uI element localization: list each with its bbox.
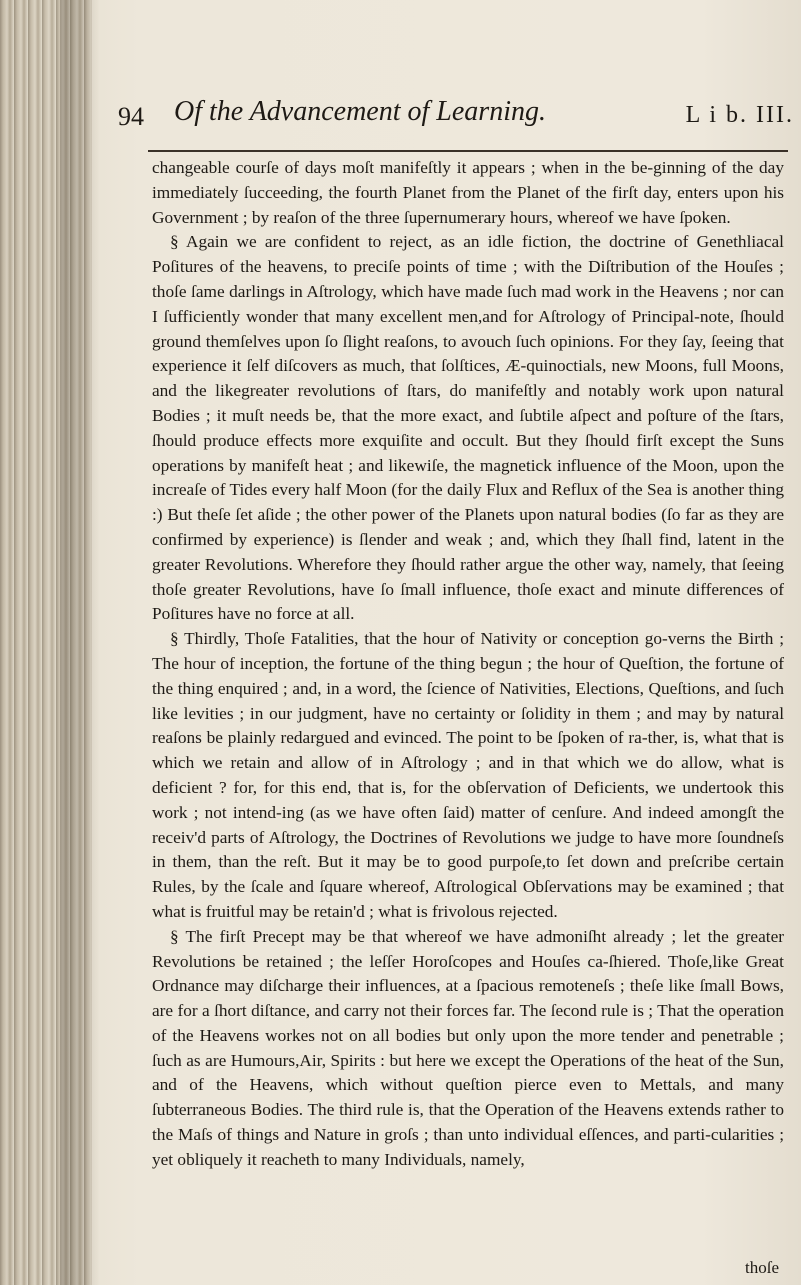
paragraph-first-precept: § The firſt Precept may be that whereof we have admoniſht already ; let the greater Revolutions be retained ; the leſſer Horoſcopes and Houſes ca-ſhiered. Thoſe,like Great Ordnance may diſcharge their influences, at a ſpacious remoteneſs ; theſe like ſmall Bows, are for a ſhort diſtance, and carry not their forces far. The ſecond rule is ; That the operation of the Heavens workes not on all bodies but only upon the more tender and penetrable ; ſuch as are Humours,Air, Spirits : but here we except the Operations of the heat of the Sun, and of the Heavens, which without queſtion pierce even to Mettals, and many ſubterraneous Bodies. The third rule is, that the Operation of the Heavens extends rather to the Maſs of things and Nature in groſs ; than unto individual eſſences, and parti-cularities ; yet obliquely it reacheth to many Individuals, namely, [152,926,784,1169]
gutter-shadow [60,0,100,1285]
running-title: Of the Advancement of Learning. [174,96,546,127]
paragraph-thirdly: § Thirdly, Thoſe Fatalities, that the hour of Nativity or conception go-verns the Birth ; The hour of inception, the fortune of the thing begun ; the hour of Queſtion, the fortune of the thing enquired ; and, in a word, the ſcience of Nativities, Elections, Queſtions, and ſuch like levities ; in our judgment, have no certainty or ſolidity in them ; and may by natural reaſons be plainly redargued and evinced. The point to be ſpoken of ra-ther, is, what that is which we retain and allow of in Aſtrology ; and in that which we do allow, what is deficient ? for, for this end, that is, for the obſervation of Deficients, we undertook this work ; not intend-ing (as we have often ſaid) matter of cenſure. And indeed amongſt the receiv'd parts of Aſtrology, the Doctrines of Revolutions we judge to have more ſoundneſs in them, than the reſt. But it may be to good purpoſe,to ſet down and preſcribe certain Rules, by the ſcale and ſquare whereof, Aſtrological Obſervations may be examined ; that what is fruitful may be retain'd ; what is frivolous rejected. [152,629,784,921]
paragraph-second-deficient: § Again we are confident to reject, as an idle fiction, the doctrine of Genethliacal Poſitures of the heavens, to preciſe points of time ; with the Diſtribution of the Houſes ; thoſe ſame darlings in Aſtrology, which have made ſuch mad work in the Heavens ; nor can I ſufficiently wonder that many excellent men,and for Aſtrology of Principal-note, ſhould ground themſelves upon ſo ſlight reaſons, to avouch ſuch opinions. For they ſay, ſeeing that experience it ſelf diſcovers as much, that ſolſtices, Æ-quinoctials, new Moons, full Moons, and the likegreater revolutions of ſtars, do manifeſtly and notably work upon natural Bodies ; it muſt needs be, that the more exact, and ſubtile aſpect and poſture of the ſtars, ſhould produce effects more exquiſite and occult. But they ſhould firſt except the Suns operations by manifeſt heat ; and likewiſe, the magnetick influence of the Moon, upon the increaſe of Tides every half Moon (for the daily Flux and Reflux of the Sea is another thing :) But theſe ſet aſide ; the other power of the Planets upon natural bodies (ſo far as they are confirmed by experience) is ſlender and weak ; and, which they ſhall find, latent in the greater Revolutions. Wherefore they ſhould rather argue the other way, namely, that ſeeing thoſe greater Revolutions, have ſo ſmall influence, thoſe exact and minute differences of Poſitures have no force at all. [152,232,784,624]
catchword: thoſe [745,1258,779,1277]
header-rule [148,150,788,152]
book-number: L i b. III. [685,102,794,128]
body-text [152,156,784,1173]
page-header [118,96,794,152]
paragraph-continuation: changeable courſe of days moſt manifeſtly it appears ; when in the be-ginning of the day immediately ſucceeding, the fourth Planet from the Planet of the firſt day, enters upon his Government ; by reaſon of the three ſupernumerary hours, whereof we have ſpoken. [152,158,784,227]
page-number: 94 [118,102,144,131]
